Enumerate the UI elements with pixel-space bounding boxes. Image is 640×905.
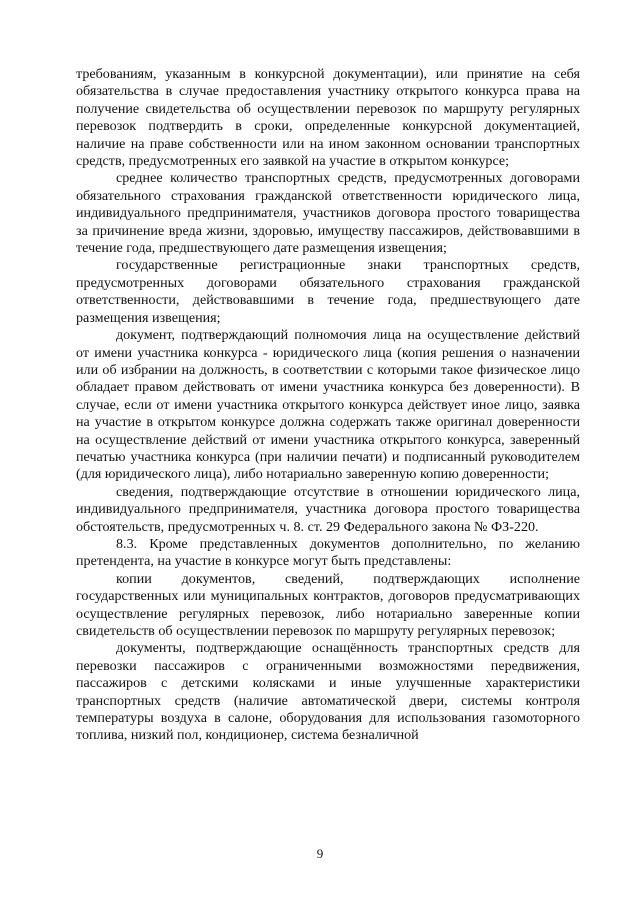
paragraph-7: копии документов, сведений, подтверждающих исполнение государственных или муниципальных контрактов, договоров предусматривающих осуществление регулярных перевозок, либо нотариально заверенные копии свидетельств об осуществлении перевозок по маршруту регулярных перевозок; <box>76 570 580 639</box>
paragraph-8: документы, подтверждающие оснащённость транспортных средств для перевозки пассажиров с ограниченными возможностями передвижения, пассажиров с детскими колясками и иные улучшенные характеристики транспортных средств (наличие автоматической двери, системы контроля температуры воздуха в салоне, оборудования для использования газомоторного топлива, низкий пол, кондиционер, система безналичной <box>76 640 580 744</box>
paragraph-4: документ, подтверждающий полномочия лица на осуществление действий от имени участника конкурса - юридического лица (копия решения о назначении или об избрании на должность, в соответствии с которыми такое физическое лицо обладает правом действовать от имени участника конкурса без доверенности). В случае, если от имени участника открытого конкурса действует иное лицо, заявка на участие в открытом конкурсе должна содержать также оригинал доверенности на осуществление действий от имени участника открытого конкурса, заверенный печатью участника конкурса (при наличии печати) и подписанный руководителем (для юридического лица), либо нотариально заверенную копию доверенности; <box>76 327 580 483</box>
paragraph-6: 8.3. Кроме представленных документов дополнительно, по желанию претендента, на участие в конкурсе могут быть представлены: <box>76 535 580 570</box>
paragraph-2: среднее количество транспортных средств, предусмотренных договорами обязательного страхования гражданской ответственности юридического лица, индивидуального предпринимателя, участников договора простого товарищества за причинение вреда жизни, здоровью, имуществу пассажиров, действовавшими в течение года, предшествующего дате размещения извещения; <box>76 170 580 257</box>
paragraph-3: государственные регистрационные знаки транспортных средств, предусмотренных договорами обязательного страхования гражданской ответственности, действовавшими в течение года, предшествующего дате размещения извещения; <box>76 257 580 326</box>
paragraph-1: требованиям, указанным в конкурсной документации), или принятие на себя обязательства в случае предоставления участнику открытого конкурса права на получение свидетельства об осуществлении перевозок по маршруту регулярных перевозок подтвердить в сроки, определенные конкурсной документацией, наличие на праве собственности или на ином законном основании транспортных средств, предусмотренных его заявкой на участие в открытом конкурсе; <box>76 66 580 170</box>
paragraph-5: сведения, подтверждающие отсутствие в отношении юридического лица, индивидуального предпринимателя, участника договора простого товарищества обстоятельств, предусмотренных ч. 8. ст. 29 Федерального закона № ФЗ-220. <box>76 483 580 535</box>
page-number: 9 <box>316 846 324 861</box>
